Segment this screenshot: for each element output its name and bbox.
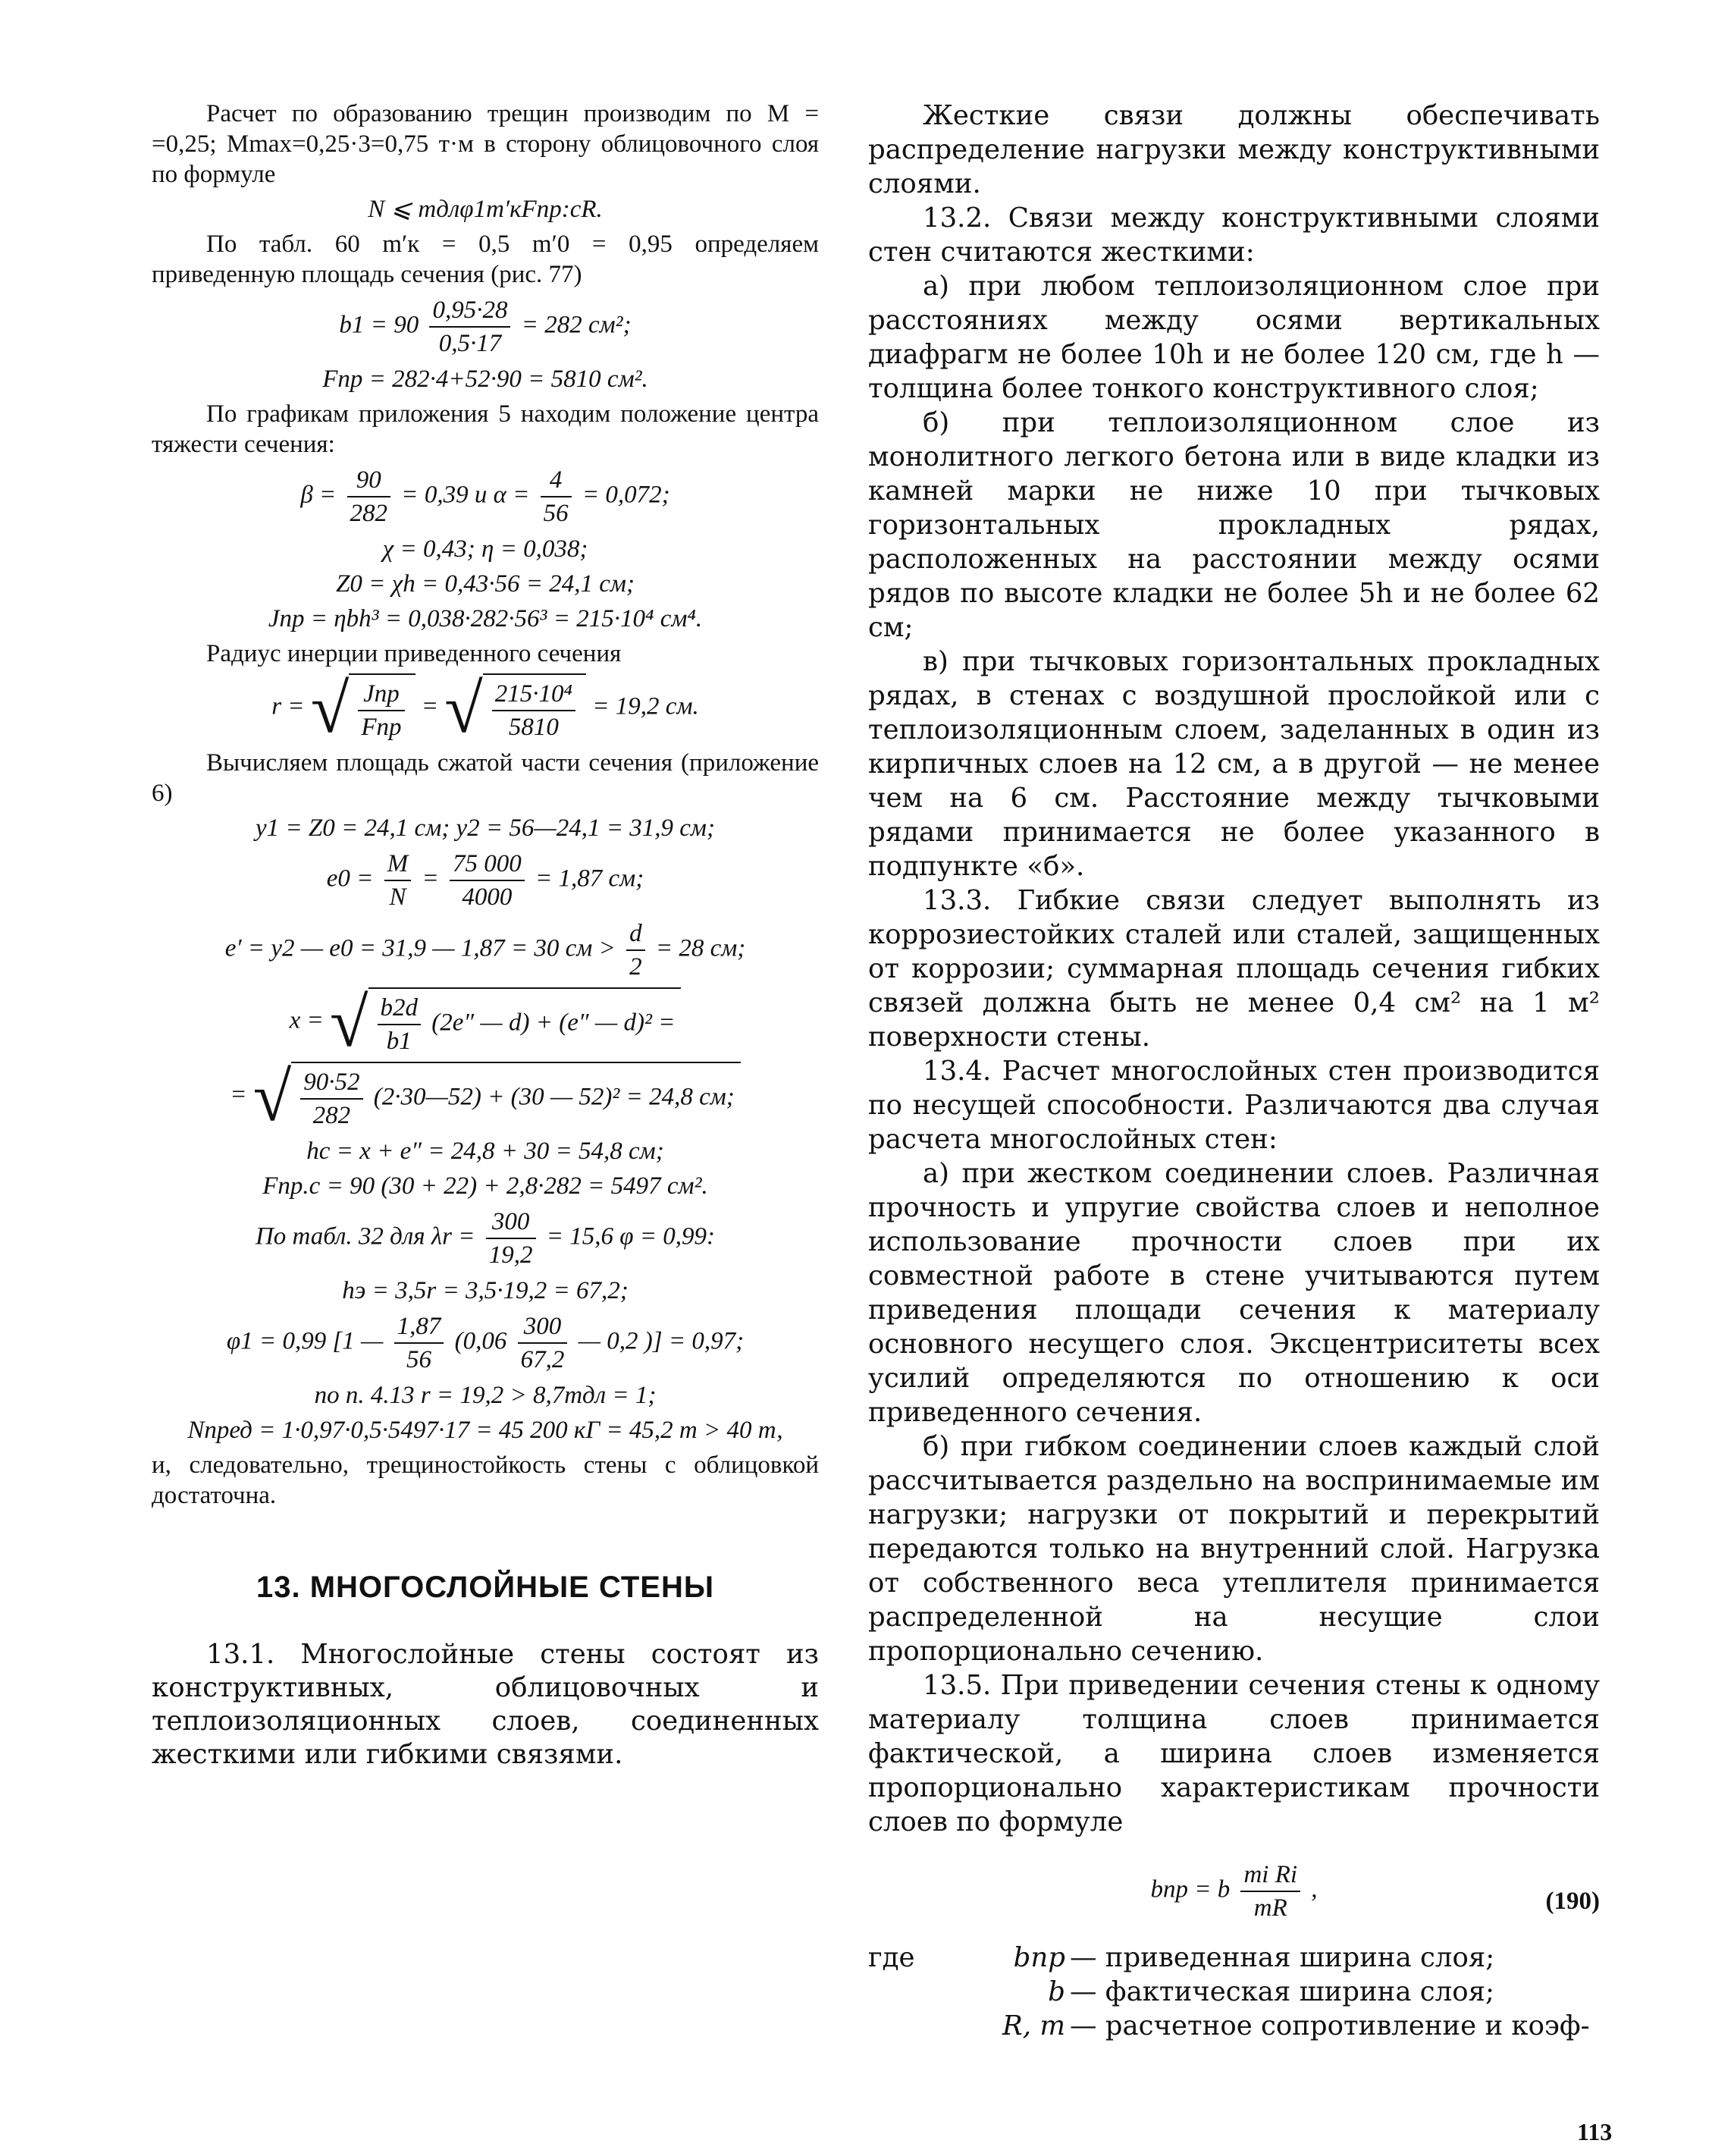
fraction <box>518 1310 568 1376</box>
definition-symbol: R, m <box>1002 2010 1065 2041</box>
numerator: Jпр <box>358 678 404 711</box>
numerator: 215·10⁴ <box>492 678 575 711</box>
paragraph: в) при тычковых горизонтальных прокладных рядах, в стенах с воздушной прослойкой или с теплоизоляционным слоем, заделанных в один из кирпичных слоев на 12 см, а в другой — не менее чем на 6 см. Расстояние между тычковыми рядами принимается не более указанного в подпункте «б». <box>868 646 1600 882</box>
numerator: mi Ri <box>1240 1859 1300 1892</box>
radical-sign-icon: √ <box>330 984 368 1061</box>
paragraph: б) при гибком соединении слоев каждый слой рассчитывается раздельно на воспринимаемые им нагрузки; нагрузки от покрытий и перекрытий передаются только на внутренний слой. Нагрузка от собственного веса утеплителя принимается распределенной на несущие слои пропорционально сечению. <box>868 1431 1600 1667</box>
denominator: 0,5·17 <box>438 330 502 357</box>
denominator: mR <box>1253 1894 1287 1922</box>
denominator: 56 <box>406 1346 432 1373</box>
formula <box>152 464 819 529</box>
paragraph: а) при жестком соединении слоев. Различная прочность и упругие свойства слоев и неполное использование прочности слоев при их совместной работе в стене учитываются путем приведения площади сечения к материалу основного несущего слоя. Эксцентриситеты всех усилий определяются по отношению к оси приведенного сечения. <box>868 1158 1600 1428</box>
fraction <box>378 992 422 1057</box>
denominator: 282 <box>312 1102 351 1129</box>
definition-text: — приведенная ширина слоя; <box>1070 1942 1495 1973</box>
formula-part: β = <box>300 481 337 509</box>
formula: Fпр = 282·4+52·90 = 5810 см². <box>322 366 648 393</box>
formula-part: = 19,2 см. <box>592 692 699 720</box>
definition-text: — расчетное сопротивление и коэф- <box>1070 2010 1590 2041</box>
fraction <box>358 678 404 743</box>
definition-row <box>868 2009 1600 2043</box>
fraction <box>300 1066 362 1131</box>
formula: hэ = 3,5r = 3,5·19,2 = 67,2; <box>342 1277 629 1304</box>
fraction <box>1240 1859 1300 1924</box>
numerator: 1,87 <box>394 1310 444 1344</box>
formula-part: bпр = b <box>1150 1875 1231 1903</box>
formula <box>868 1859 1600 1924</box>
denominator: N <box>389 883 406 911</box>
formula: y1 = Z0 = 24,1 см; y2 = 56—24,1 = 31,9 см; <box>256 814 715 842</box>
formula <box>152 670 819 747</box>
formula-part: (0,06 <box>454 1327 507 1355</box>
formula-part: = 0,072; <box>582 481 670 509</box>
formula-number: (190) <box>1545 1888 1600 1915</box>
fraction <box>347 464 391 529</box>
radical-sign-icon: √ <box>310 670 350 747</box>
paragraph: Радиус инерции приведенного сечения <box>206 640 622 667</box>
paragraph: и, следовательно, трещиностойкость стены с облицовкой достаточна. <box>152 1451 819 1509</box>
fraction <box>486 1206 536 1271</box>
numerator: M <box>384 848 412 881</box>
formula: χ = 0,43; η = 0,038; <box>382 535 588 563</box>
square-root <box>444 670 586 747</box>
fraction <box>429 294 510 359</box>
formula-part: = 1,87 см; <box>535 865 644 893</box>
formula-part: (2·30—52) + (30 — 52)² = 24,8 см; <box>373 1083 735 1111</box>
numerator: 90 <box>347 464 391 497</box>
formula-part: b1 = 90 <box>339 311 419 339</box>
fraction <box>384 848 412 913</box>
square-root <box>252 1058 741 1135</box>
formula-part: = 282 см²; <box>521 311 632 339</box>
formula-part: x = <box>289 1006 324 1034</box>
fraction <box>541 464 572 529</box>
formula-part: = <box>230 1081 247 1109</box>
radical-sign-icon: √ <box>252 1058 292 1135</box>
formula <box>152 918 819 983</box>
formula: Z0 = χh = 0,43·56 = 24,1 см; <box>336 570 635 598</box>
numerator: b2d <box>378 992 422 1025</box>
denominator: b1 <box>386 1028 412 1055</box>
paragraph: а) при любом теплоизоляционном слое при расстояниях между осями вертикальных диафрагм не более 10h и не более 120 см, где h — толщина более тонкого конструктивного слоя; <box>868 271 1600 404</box>
formula-part: = <box>422 865 439 893</box>
denominator: 56 <box>543 500 569 527</box>
numerator: 90·52 <box>300 1066 362 1100</box>
paragraph: Вычисляем площадь сжатой части сечения (приложение 6) <box>152 749 819 807</box>
formula-part: (2e″ — d) + (e″ — d)² = <box>431 1009 676 1037</box>
denominator: 19,2 <box>488 1241 533 1269</box>
fraction <box>394 1310 444 1376</box>
paragraph: 13.1. Многослойные стены состоят из конструктивных, облицовочных и теплоизоляционных слоев, соединенных жесткими или гибкими связями. <box>152 1639 819 1770</box>
formula-part: e0 = <box>326 865 374 893</box>
paragraph: 13.2. Связи между конструктивными слоями стен считаются жесткими: <box>868 202 1600 268</box>
formula <box>152 984 819 1061</box>
paragraph: б) при теплоизоляционном слое из монолитного легкого бетона или в виде кладки из камней марки не ниже 10 при тычковых горизонтальных прокладных рядах, расположенных на расстоянии между осями рядов по высоте кладки не более 5h и не более 62 см; <box>868 407 1600 643</box>
formula-part: r = <box>271 692 305 720</box>
paragraph: 13.4. Расчет многослойных стен производится по несущей способности. Различаются два случая расчета многослойных стен: <box>868 1056 1600 1155</box>
where-label: где <box>868 1942 915 1973</box>
formula: по п. 4.13 r = 19,2 > 8,7mдл = 1; <box>314 1382 657 1409</box>
paragraph: Жесткие связи должны обеспечивать распределение нагрузки между конструктивными слоями. <box>868 100 1600 199</box>
page-number: 113 <box>1577 2118 1613 2145</box>
numerator: 75 000 <box>450 848 525 881</box>
definition-text: — фактическая ширина слоя; <box>1070 1976 1494 2007</box>
denominator: 4000 <box>462 883 513 911</box>
formula-part: = 0,39 и α = <box>401 481 530 509</box>
numerator: 0,95·28 <box>429 294 510 328</box>
definition-row <box>868 1975 1600 2009</box>
denominator: 67,2 <box>520 1346 565 1373</box>
paragraph: По графикам приложения 5 находим положение центра тяжести сечения: <box>152 400 819 458</box>
paragraph: 13.3. Гибкие связи следует выполнять из коррозиестойких сталей или сталей, защищенных от коррозии; суммарная площадь сечения гибких связей должна быть не менее 0,4 см² на 1 м² поверхности стены. <box>868 885 1600 1053</box>
square-root <box>310 670 415 747</box>
numerator: 4 <box>541 464 572 497</box>
paragraph: Расчет по образованию трещин производим по M = =0,25; Mmax=0,25·3=0,75 т·м в сторону облицовочного слоя по формуле <box>152 100 819 188</box>
formula <box>152 1206 819 1271</box>
definitions-list <box>868 1941 1600 2043</box>
left-column <box>152 99 819 1772</box>
fraction <box>492 678 575 743</box>
formula <box>152 1310 819 1376</box>
formula-part: — 0,2 )] = 0,97; <box>578 1327 745 1355</box>
denominator: 5810 <box>508 714 559 741</box>
definition-symbol: bпр <box>1013 1942 1065 1973</box>
formula-part: φ1 = 0,99 [1 — <box>226 1327 384 1355</box>
formula-part: По табл. 32 для λr = <box>255 1222 475 1251</box>
radical-sign-icon: √ <box>444 670 483 747</box>
formula: hc = x + e″ = 24,8 + 30 = 54,8 см; <box>306 1138 664 1165</box>
formula-part: = 15,6 φ = 0,99: <box>546 1222 716 1251</box>
formula-part: = <box>421 692 439 720</box>
formula: N ⩽ mдлφ1m′кFпр:сR. <box>368 196 603 223</box>
square-root <box>330 984 681 1061</box>
paragraph: По табл. 60 m′к = 0,5 m′0 = 0,95 определяем приведенную площадь сечения (рис. 77) <box>152 231 819 288</box>
formula-part: e′ = y2 — e0 = 31,9 — 1,87 = 30 см > <box>224 934 616 962</box>
denominator: 282 <box>350 500 388 527</box>
formula: Jпр = ηbh³ = 0,038·282·56³ = 215·10⁴ см⁴. <box>268 605 703 632</box>
fraction <box>626 918 645 983</box>
numerator: 300 <box>486 1206 536 1239</box>
denominator: Fпр <box>361 714 402 741</box>
formula <box>152 848 819 913</box>
denominator: 2 <box>629 953 642 981</box>
definition-row <box>868 1941 1600 1975</box>
fraction <box>450 848 525 913</box>
section-heading: 13. МНОГОСЛОЙНЫЕ СТЕНЫ <box>256 1571 714 1604</box>
formula-part: = 28 см; <box>655 934 746 962</box>
right-column <box>868 99 1600 2043</box>
formula <box>152 294 819 359</box>
formula: Nпред = 1·0,97·0,5·5497·17 = 45 200 кГ = 45,2 т > 40 т, <box>187 1417 783 1444</box>
definition-symbol: b <box>1048 1976 1065 2007</box>
numerator: 300 <box>518 1310 568 1344</box>
numerator: d <box>626 918 645 951</box>
formula: Fпр.с = 90 (30 + 22) + 2,8·282 = 5497 см². <box>262 1172 708 1200</box>
paragraph: 13.5. При приведении сечения стены к одному материалу толщина слоев принимается фактической, а ширина слоев изменяется пропорционально характеристикам прочности слоев по формуле <box>868 1670 1600 1837</box>
formula-part: , <box>1311 1875 1318 1903</box>
formula <box>152 1058 819 1135</box>
